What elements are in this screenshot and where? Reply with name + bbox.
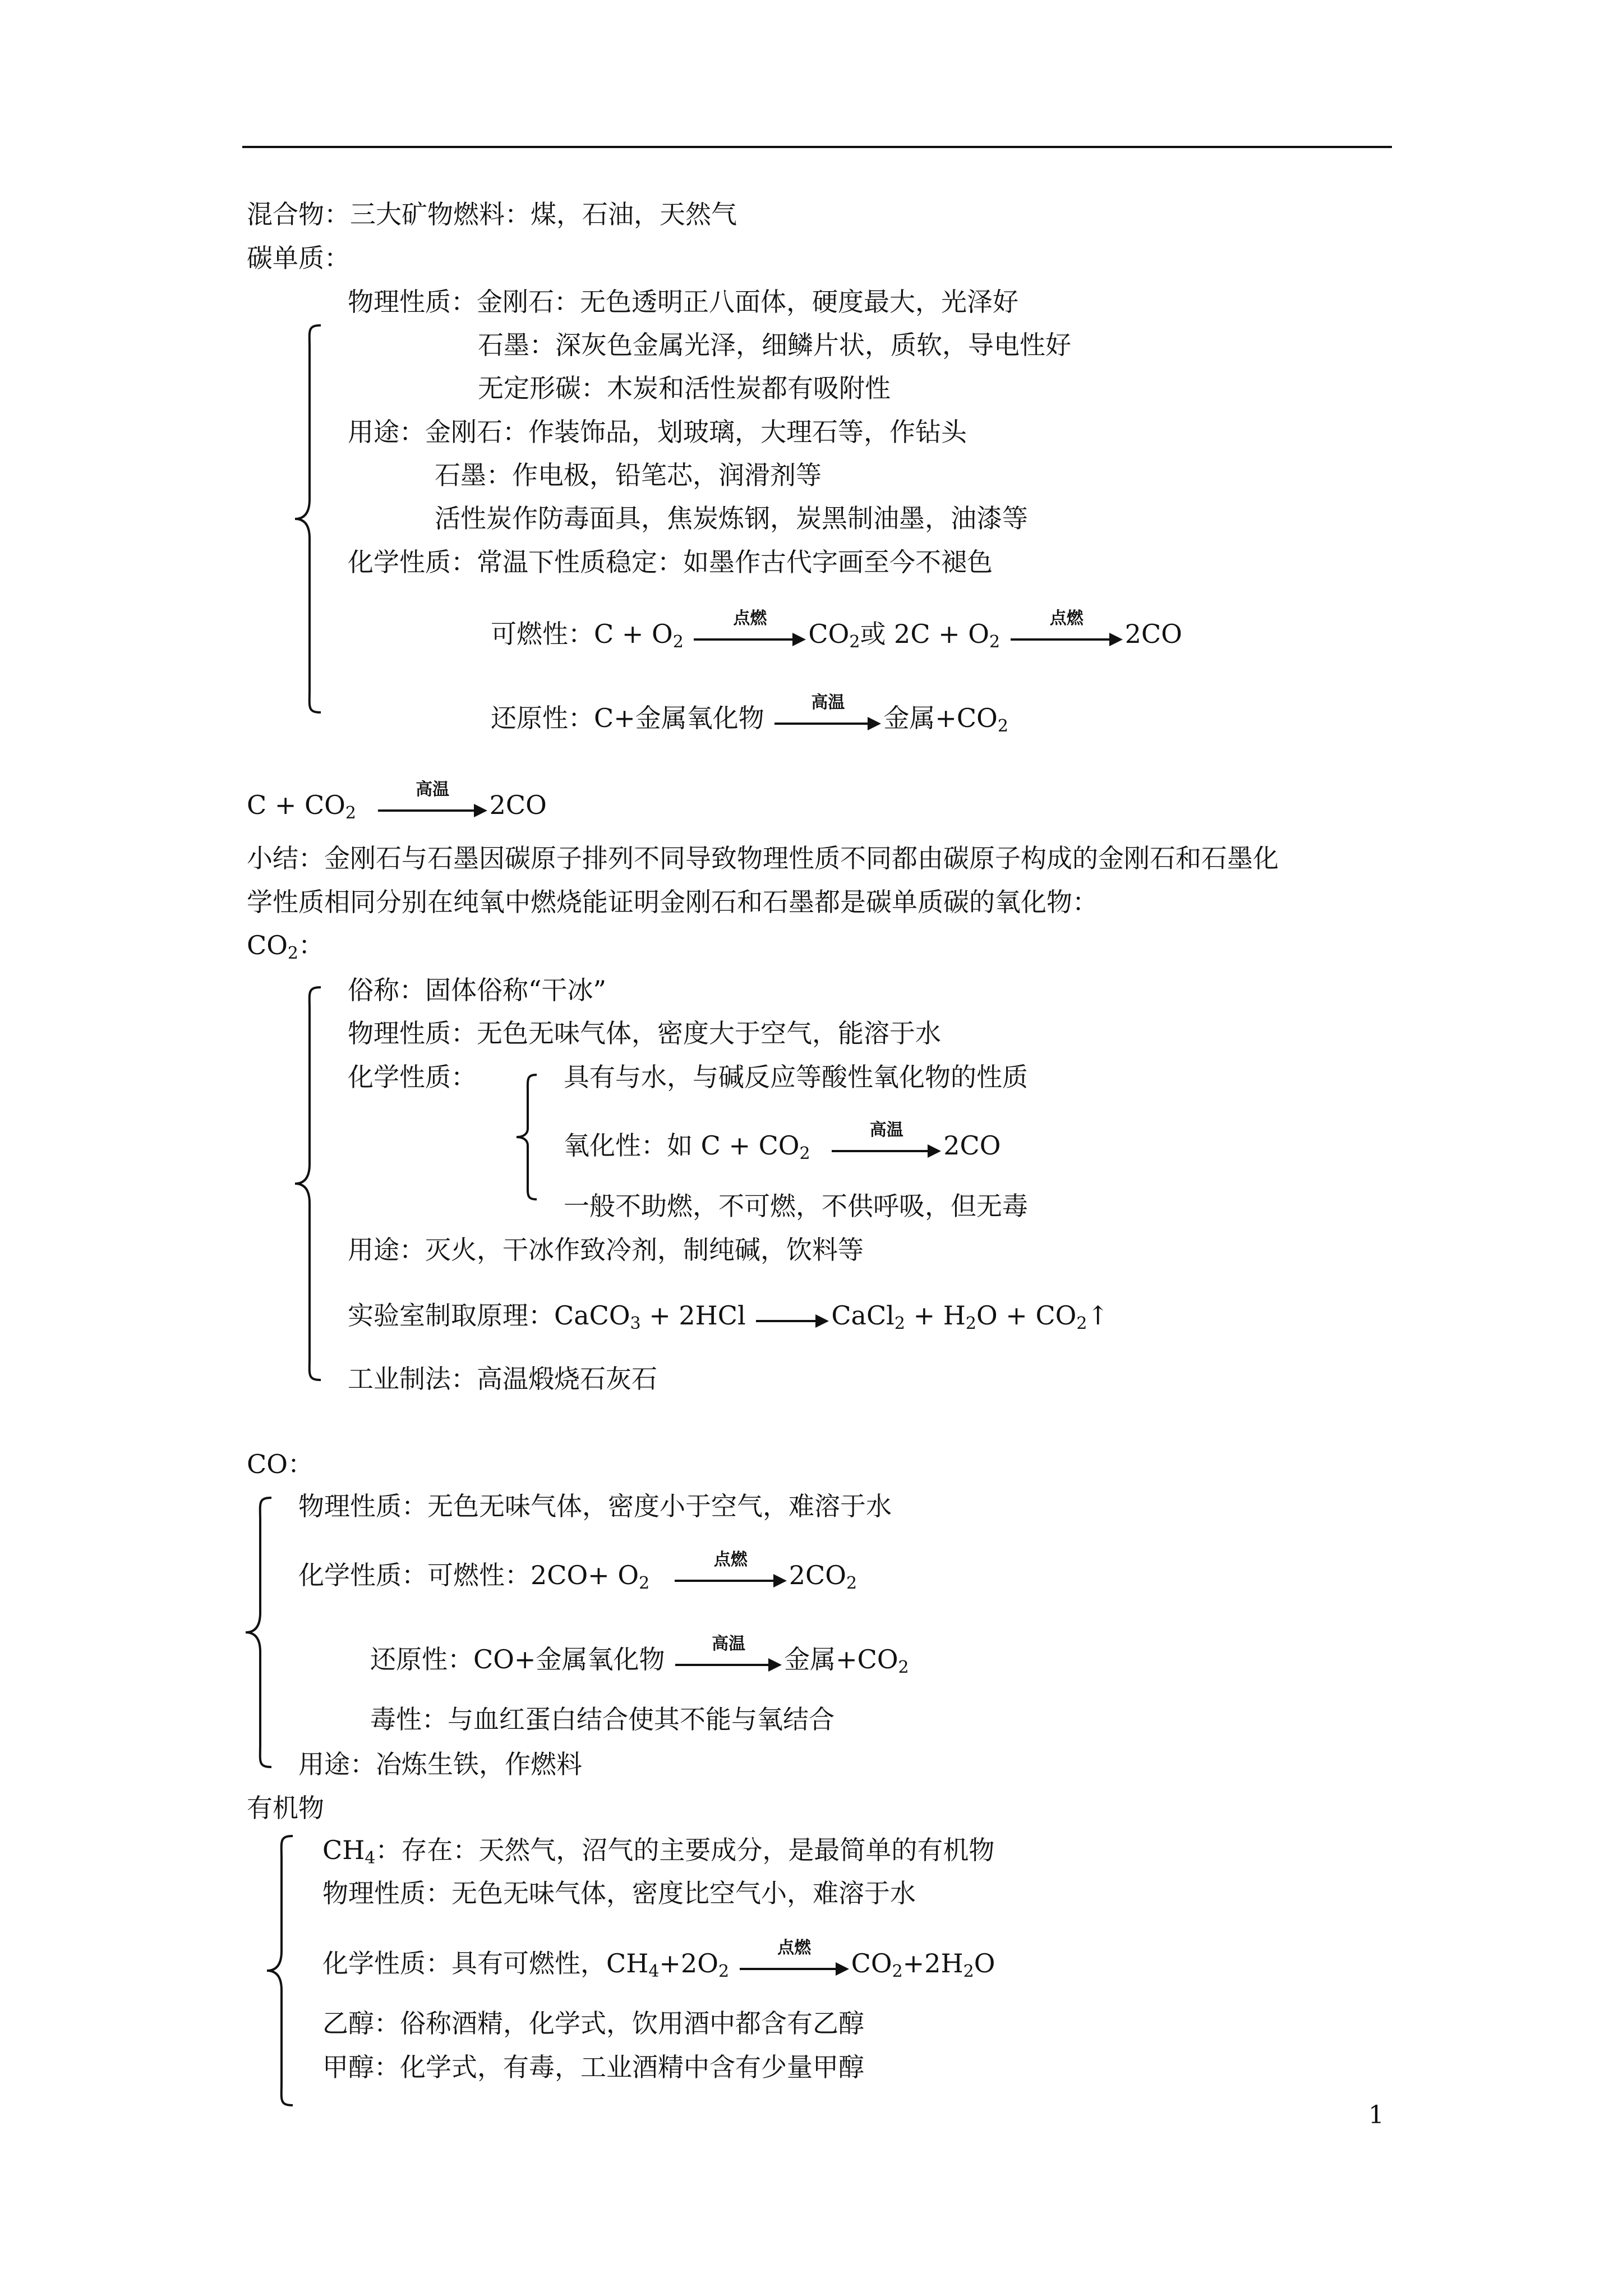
mixture-line: 混合物：三大矿物燃料：煤，石油，天然气: [247, 199, 737, 229]
arrow-high-temp: 高温: [675, 1645, 782, 1678]
organic-brace: [264, 1833, 297, 2108]
use-activated: 活性炭作防毒面具，焦炭炼钢，炭黑制油墨，油漆等: [435, 503, 1028, 533]
phys-amorphous: 无定形碳：木炭和活性炭都有吸附性: [478, 373, 891, 403]
co2-chem-brace: [513, 1073, 541, 1202]
arrow-ignite: 点燃: [740, 1949, 849, 1982]
header-rule: [242, 146, 1392, 148]
arrow-ignite: 点燃: [675, 1561, 787, 1594]
use-graphite: 石墨：作电极，铅笔芯，润滑剂等: [435, 460, 822, 490]
summary-line-1: 小结：金刚石与石墨因碳原子排列不同导致物理性质不同都由碳原子构成的金刚石和石墨化: [247, 843, 1279, 873]
arrow-high-temp: 高温: [378, 790, 487, 824]
carbon-brace: [292, 323, 325, 715]
co2-oxidation-equation: 氧化性：如 $C + CO_2$ 高温 2CO: [564, 1120, 1001, 1163]
co2-chem-support: 一般不助燃，不可燃，不供呼吸，但无毒: [564, 1191, 1028, 1221]
use-diamond: 用途：金刚石：作装饰品，划玻璃，大理石等，作钻头: [348, 417, 967, 447]
phys-graphite: 石墨：深灰色金属光泽，细鳞片状，质软，导电性好: [478, 330, 1071, 360]
co2-industrial: 工业制法：高温煅烧石灰石: [348, 1364, 657, 1394]
chem-stable: 化学性质：常温下性质稳定：如墨作古代字画至今不褪色: [348, 547, 993, 577]
co-physical: 物理性质：无色无味气体，密度小于空气，难溶于水: [298, 1491, 892, 1521]
co2-physical: 物理性质：无色无味气体，密度大于空气，能溶于水: [348, 1018, 941, 1048]
co-brace: [242, 1495, 276, 1770]
organic-ethanol: 乙醇：俗称酒精，化学式，饮用酒中都含有乙醇: [322, 2008, 864, 2039]
co-toxic: 毒性：与血红蛋白结合使其不能与氧结合: [370, 1704, 834, 1734]
reduction-equation: 还原性：C+金属氧化物 高温 金属$+CO_2$: [491, 693, 1008, 736]
co2-common-name: 俗称：固体俗称“干冰”: [348, 975, 607, 1005]
co-uses: 用途：冶炼生铁，作燃料: [298, 1749, 582, 1779]
combustion-equation: 可燃性：$C + O_2$ 点燃 $CO_2$或 $2C + O_2$ 点燃 2CO: [491, 609, 1182, 652]
co2-brace: [292, 984, 325, 1383]
c-co2-equation: $C + CO_2$ 高温 2CO: [247, 780, 547, 823]
arrow-high-temp: 高温: [832, 1131, 941, 1165]
co2-chem-acid: 具有与水，与碱反应等酸性氧化物的性质: [564, 1062, 1028, 1092]
co2-heading: $CO_2$：: [247, 930, 325, 963]
co2-uses: 用途：灭火，干冰作致冷剂，制纯碱，饮料等: [348, 1235, 864, 1265]
arrow-high-temp: 高温: [774, 703, 881, 737]
co-heading: CO：: [247, 1449, 313, 1479]
co-combustion-equation: 化学性质：可燃性：$2CO+ O_2$ 点燃 $2CO_2$: [298, 1550, 857, 1593]
phys-diamond: 物理性质：金刚石：无色透明正八面体，硬度最大，光泽好: [348, 287, 1018, 317]
arrow-ignite: 点燃: [1011, 619, 1123, 653]
organic-ch4: $CH_4$：存在：天然气，沼气的主要成分，是最简单的有机物: [322, 1835, 995, 1868]
arrow-plain: [756, 1301, 829, 1335]
summary-line-2: 学性质相同分别在纯氧中燃烧能证明金刚石和石墨都是碳单质碳的氧化物：: [247, 887, 1098, 917]
organic-heading: 有机物: [247, 1793, 324, 1823]
carbon-heading: 碳单质：: [247, 243, 350, 273]
co2-lab-equation: 实验室制取原理：CaCO$_3$ + 2HCl CaCl$_2$ + $H_2O$ + $CO_2↑$: [348, 1300, 1109, 1333]
co2-chem-label: 化学性质：: [348, 1062, 477, 1092]
page-number: 1: [1368, 2101, 1384, 2129]
co-reduction-equation: 还原性：CO+金属氧化物 高温 金属$+CO_2$: [370, 1634, 909, 1677]
organic-methanol: 甲醇：化学式，有毒，工业酒精中含有少量甲醇: [322, 2052, 864, 2082]
gas-up-arrow: ↑: [1087, 1300, 1109, 1331]
ch4-combustion-equation: 化学性质：具有可燃性，$CH_4+2O_2$ 点燃 $CO_2+2H_2O$: [322, 1938, 995, 1981]
organic-physical: 物理性质：无色无味气体，密度比空气小，难溶于水: [322, 1878, 916, 1908]
arrow-ignite: 点燃: [694, 619, 806, 653]
